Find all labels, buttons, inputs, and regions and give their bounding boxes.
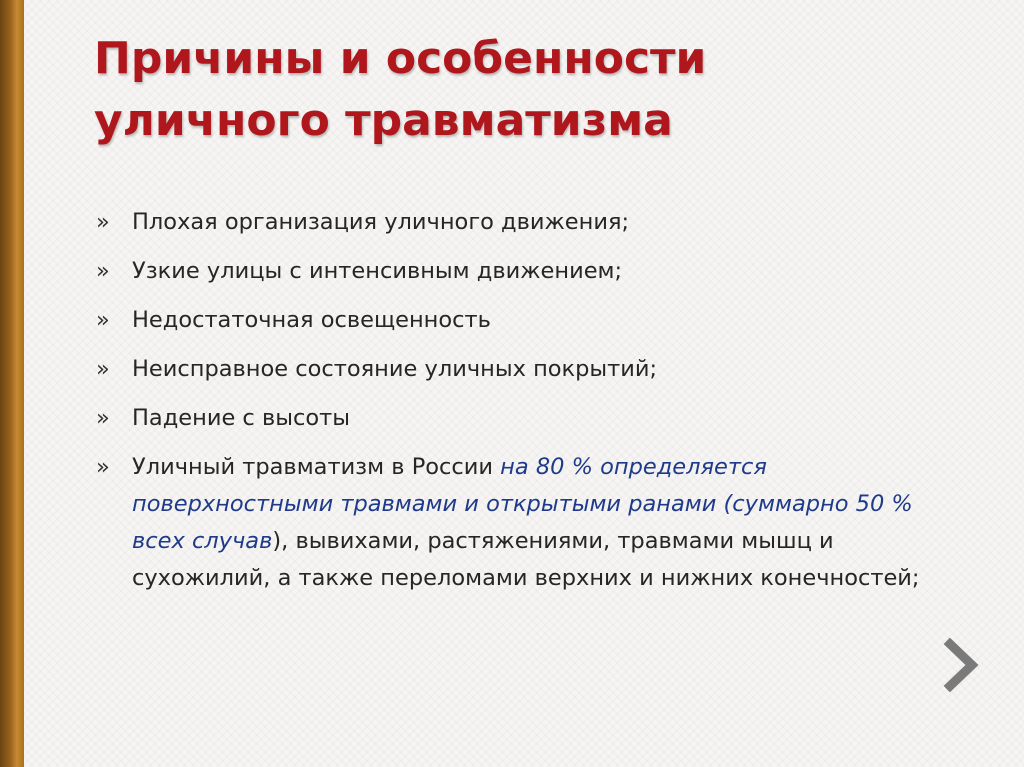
bullet-marker: » [96,356,110,382]
list-item [96,204,946,241]
list-item [96,400,946,437]
statistics-text-start: Уличный травматизм в России [132,454,501,480]
slide-title [94,28,974,152]
list-item-statistics [96,449,946,597]
list-item-text: Плохая организация уличного движения; [132,209,630,235]
list-item-text: Неисправное состояние уличных покрытий; [132,356,658,382]
title-line-1: Причины и особенности [94,33,707,84]
slide [24,0,1024,767]
bullet-list [96,204,946,609]
list-item-text: Узкие улицы с интенсивным движением; [132,258,623,284]
statistics-emphasis: на 80 % определяется поверхностными травмами и открытыми ранами (суммарно 50 % всех случав [132,454,913,554]
bullet-marker: » [96,405,110,431]
title-line-2: уличного травматизма [94,95,673,146]
statistics-text-end: ), вывихами, растяжениями, травмами мышц и сухожилий, а также переломами верхних и нижних конечностей; [132,528,920,591]
bullet-marker: » [96,454,110,480]
bullet-marker: » [96,209,110,235]
bullet-marker: » [96,258,110,284]
list-item [96,302,946,339]
list-item-text: Недостаточная освещенность [132,307,491,333]
bullet-marker: » [96,307,110,333]
list-item-text: Падение с высоты [132,405,350,431]
side-decoration-bar [0,0,24,767]
chevron-right-icon[interactable] [940,638,980,692]
list-item [96,351,946,388]
list-item [96,253,946,290]
